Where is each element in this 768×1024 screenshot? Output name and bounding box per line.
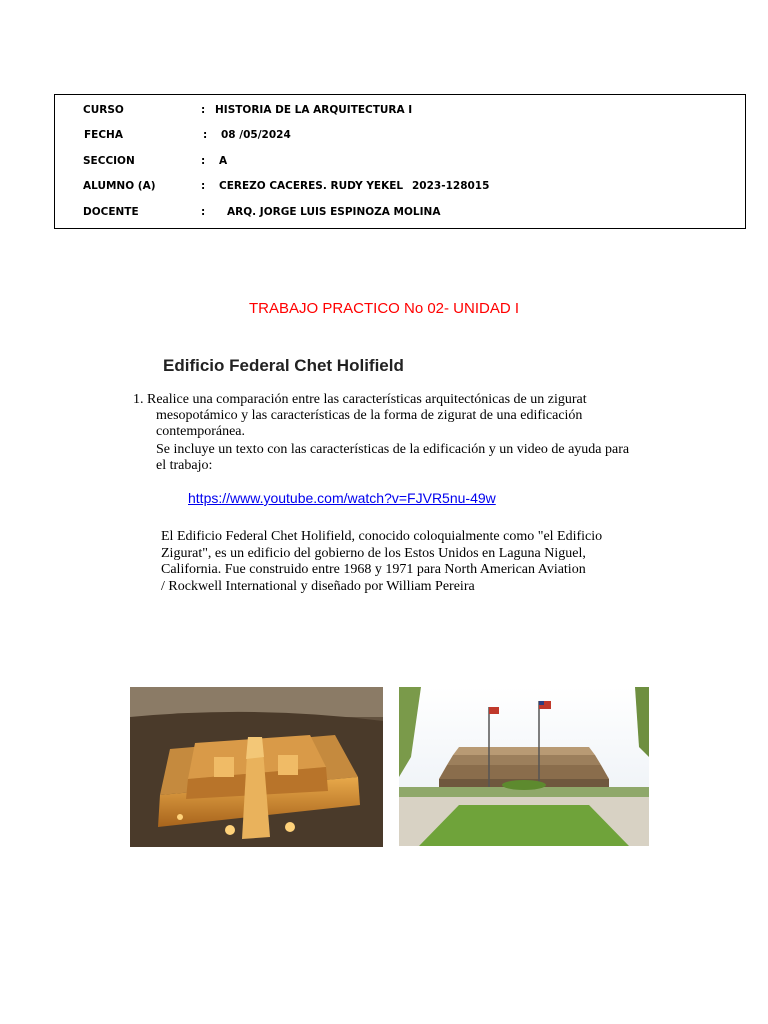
label-seccion: SECCION bbox=[83, 155, 135, 167]
question-line: Realice una comparación entre las características arquitectónicas de un zigurat bbox=[147, 392, 587, 407]
question-line: contemporánea. bbox=[156, 424, 246, 439]
colon: : bbox=[201, 180, 206, 192]
value-alumno: CEREZO CACERES. RUDY YEKEL bbox=[219, 180, 404, 192]
assignment-title: TRABAJO PRACTICO No 02- UNIDAD I bbox=[248, 300, 520, 317]
ziggurat-photo bbox=[130, 687, 383, 847]
colon: : bbox=[201, 104, 206, 116]
row-seccion bbox=[55, 155, 745, 171]
course-info-table bbox=[54, 94, 746, 229]
youtube-video-link[interactable]: https://www.youtube.com/watch?v=FJVR5nu-49w bbox=[188, 490, 496, 506]
student-code: 2023-128015 bbox=[412, 180, 490, 192]
question-line: el trabajo: bbox=[156, 458, 213, 473]
row-fecha bbox=[55, 129, 745, 145]
description-paragraph bbox=[161, 529, 631, 595]
question-number: 1. bbox=[133, 392, 144, 407]
row-alumno bbox=[55, 180, 745, 196]
label-curso: CURSO bbox=[83, 104, 124, 116]
colon: : bbox=[201, 206, 206, 218]
federal-building-photo bbox=[399, 687, 649, 846]
question-line: mesopotámico y las características de la forma de zigurat de una edificación bbox=[156, 408, 583, 423]
label-docente: DOCENTE bbox=[83, 206, 139, 218]
value-seccion: A bbox=[219, 155, 228, 167]
row-curso bbox=[55, 104, 745, 120]
value-docente: ARQ. JORGE LUIS ESPINOZA MOLINA bbox=[227, 206, 441, 218]
value-curso: HISTORIA DE LA ARQUITECTURA I bbox=[215, 104, 413, 116]
label-alumno: ALUMNO (A) bbox=[83, 180, 156, 192]
colon: : bbox=[203, 129, 208, 141]
row-docente bbox=[55, 206, 745, 222]
paragraph-line: California. Fue construido entre 1968 y 1971 para North American Aviation bbox=[161, 562, 586, 577]
paragraph-line: / Rockwell International y diseñado por William Pereira bbox=[161, 578, 475, 594]
question-line: Se incluye un texto con las características de la edificación y un video de ayuda para bbox=[156, 442, 630, 457]
label-fecha: FECHA bbox=[84, 129, 123, 141]
paragraph-line: Zigurat", es un edificio del gobierno de los Estos Unidos en Laguna Niguel, bbox=[161, 545, 586, 561]
colon: : bbox=[201, 155, 206, 167]
value-fecha: 08 /05/2024 bbox=[221, 129, 291, 141]
document-title: Edificio Federal Chet Holifield bbox=[163, 356, 404, 375]
paragraph-line: El Edificio Federal Chet Holifield, conocido coloquialmente como "el Edificio bbox=[161, 529, 603, 544]
